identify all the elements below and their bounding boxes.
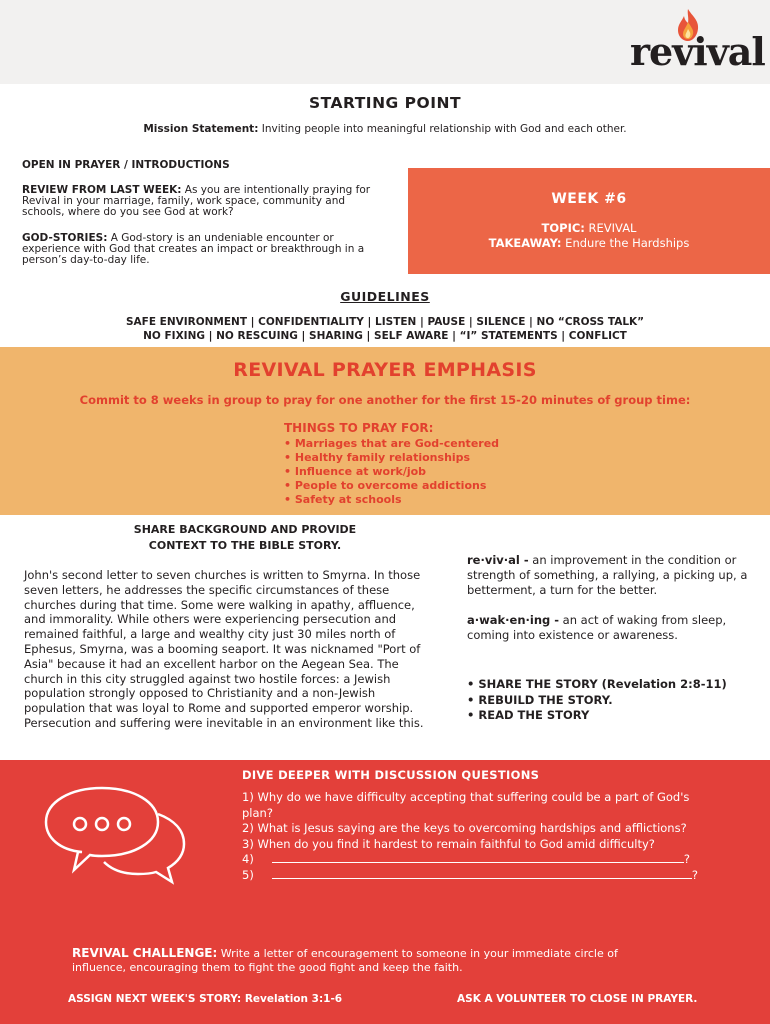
- week-box: [408, 168, 770, 274]
- deeper-title: DIVE DEEPER WITH DISCUSSION QUESTIONS: [242, 768, 540, 782]
- revival-challenge: [72, 946, 672, 975]
- revival-definition: [467, 553, 757, 597]
- week-topic: [408, 221, 770, 235]
- takeaway-label: TAKEAWAY:: [488, 236, 562, 250]
- revival-term: re·viv·al -: [467, 553, 529, 567]
- question-5: [242, 868, 722, 884]
- things-heading: THINGS TO PRAY FOR:: [284, 421, 434, 435]
- revival-logo: [630, 8, 765, 74]
- things-to-pray-for: [284, 421, 499, 507]
- question-4: [242, 852, 722, 868]
- page-title: STARTING POINT: [308, 94, 462, 112]
- list-item: • People to overcome addictions: [284, 479, 487, 492]
- top-bar: [0, 0, 770, 84]
- review-label: REVIEW FROM LAST WEEK:: [22, 184, 182, 197]
- revival-def: an improvement in the condition or strength of something, a rallying, a picking up, a betterment, a turn for the better.: [467, 553, 748, 597]
- godstories-text: A God-story is an undeniable encounter or experience with God that creates an impact or breakthrough in a person’s day-to-day life.: [22, 232, 365, 267]
- logo-wordmark: revival: [630, 29, 765, 74]
- mission-label: Mission Statement:: [143, 123, 259, 135]
- awakening-definition: [467, 613, 757, 643]
- question-5-number: 5): [242, 867, 254, 882]
- question-4-number: 4): [242, 852, 254, 866]
- week-takeaway: [408, 236, 770, 250]
- topic-value: REVIVAL: [584, 221, 637, 235]
- list-item: • Influence at work/job: [284, 465, 427, 478]
- guidelines-line-2: NO FIXING | NO RESCUING | SHARING | SELF AWARE | “I” STATEMENTS | CONFLICT: [143, 330, 627, 342]
- review-text: As you are intentionally praying for Revival in your marriage, family, work space, community and schools, where do you see God at work?: [22, 184, 371, 219]
- list-item: • Marriages that are God-centered: [284, 437, 500, 450]
- chat-bubbles-icon: [40, 774, 190, 894]
- review-paragraph: [22, 185, 382, 218]
- share-heading: [80, 522, 410, 554]
- question-mark: ?: [683, 852, 690, 866]
- question-3: 3) When do you find it hardest to remain faithful to God amid difficulty?: [242, 836, 655, 851]
- discussion-questions: [242, 790, 722, 883]
- answer-line: [272, 852, 684, 863]
- godstories-paragraph: [22, 233, 382, 266]
- question-mark: ?: [691, 867, 698, 882]
- challenge-label: REVIVAL CHALLENGE:: [72, 946, 218, 960]
- list-item: • Safety at schools: [284, 493, 402, 506]
- list-item: • Healthy family relationships: [284, 451, 471, 464]
- mission-text: Inviting people into meaningful relationship with God and each other.: [258, 123, 627, 135]
- awakening-def: an act of waking from sleep, coming into existence or awareness.: [467, 613, 727, 643]
- mission-statement: [0, 123, 770, 135]
- list-item: • REBUILD THE STORY.: [467, 692, 613, 707]
- guidelines-line-1: SAFE ENVIRONMENT | CONFIDENTIALITY | LISTEN | PAUSE | SILENCE | NO “CROSS TALK”: [125, 316, 645, 328]
- awakening-term: a·wak·en·ing -: [467, 613, 560, 628]
- story-actions: [467, 677, 727, 724]
- definitions: [467, 553, 757, 659]
- challenge-text: Write a letter of encouragement to someone in your immediate circle of influence, encouraging them to fight the good fight and keep the faith.: [72, 947, 618, 974]
- dive-deeper-section: [0, 760, 770, 1024]
- list-item: • READ THE STORY: [467, 708, 590, 722]
- list-item: • SHARE THE STORY (Revelation 2:8-11): [467, 677, 727, 691]
- share-heading-line-1: SHARE BACKGROUND AND PROVIDE: [133, 523, 357, 536]
- topic-label: TOPIC:: [541, 221, 585, 235]
- takeaway-value: Endure the Hardships: [561, 236, 690, 250]
- share-heading-line-2: CONTEXT TO THE BIBLE STORY.: [148, 539, 342, 552]
- close-in-prayer: ASK A VOLUNTEER TO CLOSE IN PRAYER.: [457, 993, 698, 1005]
- intro-heading: OPEN IN PRAYER / INTRODUCTIONS: [22, 159, 230, 171]
- emphasis-subtitle: Commit to 8 weeks in group to pray for one another for the first 15-20 minutes of group time:: [79, 393, 691, 407]
- guidelines-title: GUIDELINES: [340, 289, 430, 304]
- emphasis-title: REVIVAL PRAYER EMPHASIS: [233, 359, 537, 381]
- question-1: 1) Why do we have difficulty accepting that suffering could be a part of God's plan?: [242, 790, 690, 820]
- week-title: WEEK #6: [551, 191, 627, 207]
- prayer-list: [284, 437, 499, 507]
- prayer-emphasis-section: [0, 347, 770, 515]
- story-paragraph: John's second letter to seven churches is written to Smyrna. In those seven letters, he addresses the specific circumstances of these churches during that time. Some were walking in apathy, affluence, and immorality. While others were experiencing persecution and remained faithful, a large and wealthy city just 30 miles north of Ephesus, Smyrna, was a booming seaport. It was nicknamed "Port of Asia" because it had an excellent harbor on the Aegean Sea. The church in this city struggled against two hostile forces: a Jewish population strongly opposed to Christianity and a non-Jewish population that was loyal to Rome and supported emperor worship. Persecution and suffering were inevitable in an environment like this.: [24, 568, 424, 730]
- assign-next-story: ASSIGN NEXT WEEK'S STORY: Revelation 3:1-6: [68, 993, 343, 1005]
- godstories-label: GOD-STORIES:: [22, 232, 108, 245]
- question-2: 2) What is Jesus saying are the keys to overcoming hardships and afflictions?: [242, 821, 687, 835]
- intro-section: [22, 160, 382, 281]
- answer-line: [272, 868, 692, 879]
